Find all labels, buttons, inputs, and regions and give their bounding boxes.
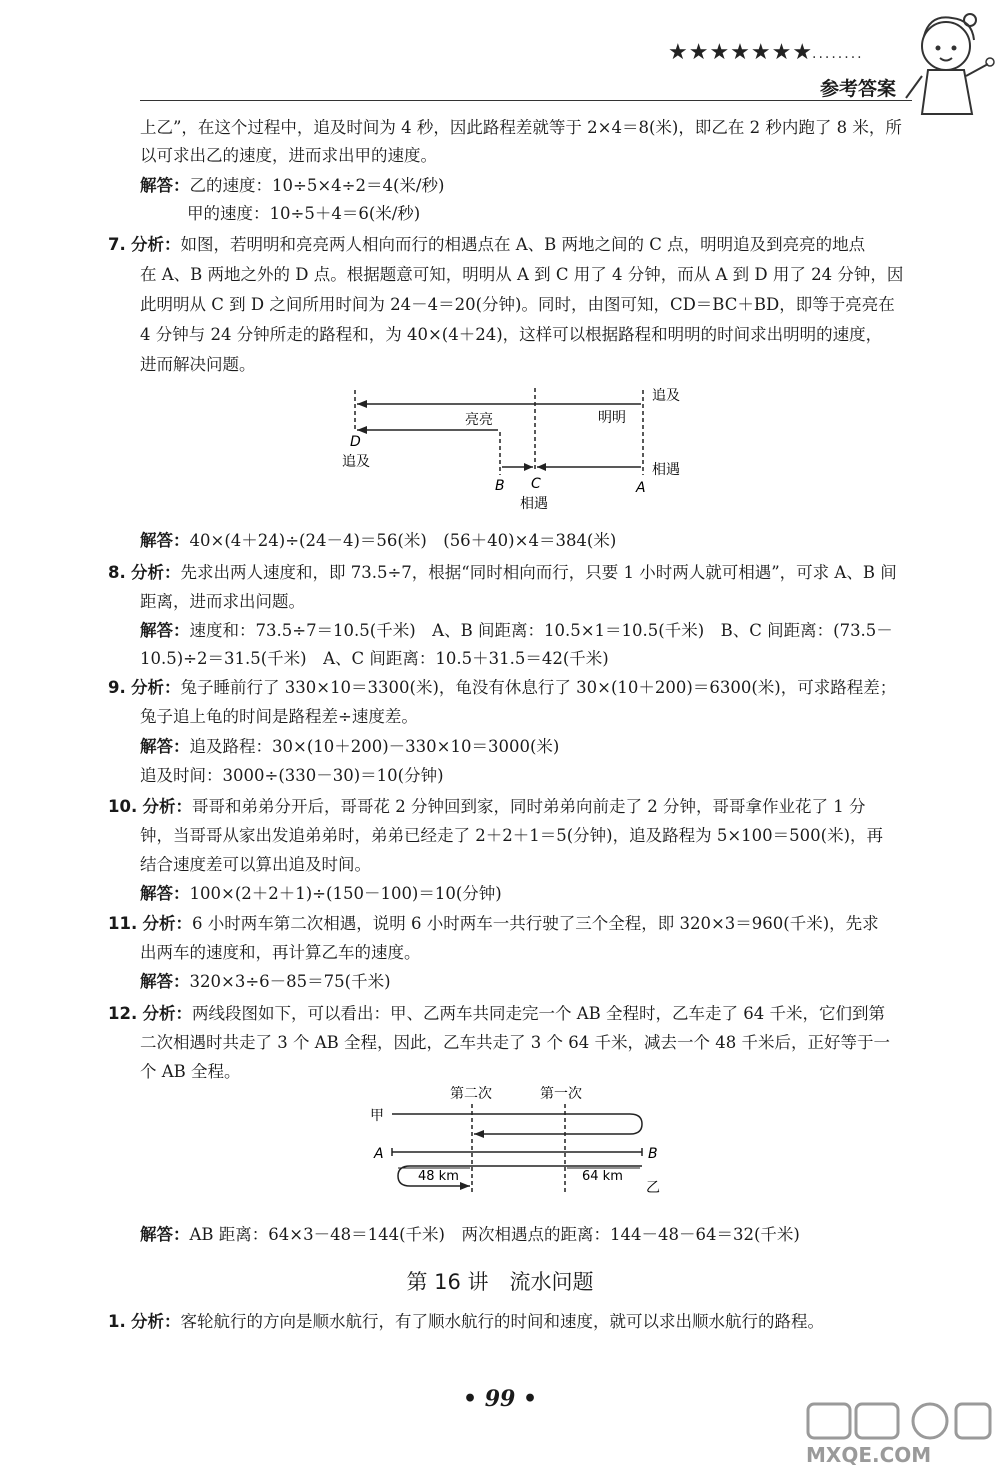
q10-analysis <box>108 796 865 818</box>
answer-label: 解答： <box>140 531 190 550</box>
q11-analysis <box>108 913 879 935</box>
q10-answer-text: 100×(2＋2＋1)÷(150－100)＝10(分钟) <box>189 884 502 903</box>
q7-answer-text: 40×(4＋24)÷(24－4)＝56(米) (56＋40)×4＝384(米) <box>189 531 617 550</box>
label-48km: 48 km <box>418 1169 459 1184</box>
label-xiangyu-bottom: 相遇 <box>520 496 548 512</box>
q11-answer <box>140 971 391 993</box>
analysis-label: 分析： <box>131 235 181 254</box>
label-first-meet: 第一次 <box>540 1086 582 1102</box>
q12-line2: 二次相遇时共走了 3 个 AB 全程，因此，乙车共走了 3 个 64 千米，减去一个 48 千米后，正好等于一 <box>140 1033 890 1052</box>
q9-line2: 兔子追上龟的时间是路程差÷速度差。 <box>140 707 418 726</box>
label-64km: 64 km <box>582 1169 623 1184</box>
header-dots: ........ <box>812 46 864 62</box>
label-jia: 甲 <box>370 1108 384 1124</box>
q7-line4: 4 分钟与 24 分钟所走的路程和，为 40×(4＋24)，这样可以根据路程和明明的时间求出明明的速度， <box>140 325 883 344</box>
q7-line1: 如图，若明明和亮亮两人相向而行的相遇点在 A、B 两地之间的 C 点，明明追及到亮亮的地点 <box>180 235 866 254</box>
q9-line1: 兔子睡前行了 330×10＝3300(米)，龟没有休息行了 30×(10＋200)＝6300(米)，可求路程差； <box>180 678 897 697</box>
header-rule <box>140 100 912 101</box>
q8-analysis <box>108 562 897 584</box>
header-title: 参考答案 <box>820 78 897 100</box>
answer-label: 解答： <box>140 176 190 195</box>
q7-line-diagram <box>330 380 700 515</box>
q10-answer <box>140 883 502 905</box>
label-second-meet: 第二次 <box>450 1086 492 1102</box>
q7-line3: 此明明从 C 到 D 之间所用时间为 24－4＝20(分钟)。同时，由图可知，CD＝BC＋BD，即等于亮亮在 <box>140 295 895 314</box>
q11-line1: 6 小时两车第二次相遇，说明 6 小时两车一共行驶了三个全程，即 320×3＝960(千米)，先求 <box>191 914 879 933</box>
analysis-label: 分析： <box>131 678 181 697</box>
mascot-girl-illustration <box>900 6 996 126</box>
question-number: 12. <box>108 1004 138 1023</box>
s1-line1: 客轮航行的方向是顺水航行，有了顺水航行的时间和速度，就可以求出顺水航行的路程。 <box>180 1312 824 1331</box>
question-number: 1. <box>108 1312 126 1331</box>
s1-analysis <box>108 1311 824 1333</box>
q6-answer-line2: 甲的速度：10÷5＋4＝6(米/秒) <box>187 204 421 223</box>
answer-label: 解答： <box>140 972 190 991</box>
q7-analysis <box>108 234 865 256</box>
q10-line1: 哥哥和弟弟分开后，哥哥花 2 分钟回到家，同时弟弟向前走了 2 分钟，哥哥拿作业花了 1 分 <box>191 797 866 816</box>
analysis-label: 分析： <box>131 563 181 582</box>
label-a: A <box>374 1146 384 1162</box>
label-liangliang: 亮亮 <box>465 412 493 428</box>
q7-line5: 进而解决问题。 <box>140 355 256 374</box>
q7-line2: 在 A、B 两地之外的 D 点。根据题意可知，明明从 A 到 C 用了 4 分钟，而从 A 到 D 用了 24 分钟，因 <box>140 265 904 284</box>
label-b: B <box>495 478 505 494</box>
section-title: 第 16 讲 流水问题 <box>406 1270 594 1294</box>
q9-analysis <box>108 677 896 699</box>
q10-line3: 结合速度差可以算出追及时间。 <box>140 855 371 874</box>
q12-answer-text: AB 距离：64×3－48＝144(千米) 两次相遇点的距离：144－48－64＝32(千米) <box>189 1225 800 1244</box>
q11-line2: 出两车的速度和，再计算乙车的速度。 <box>140 943 421 962</box>
label-mingming: 明明 <box>598 410 626 426</box>
question-number: 9. <box>108 678 126 697</box>
q8-answer-line2: 10.5)÷2＝31.5(千米) A、C 间距离：10.5＋31.5＝42(千米) <box>140 649 609 668</box>
q8-line2: 距离，进而求出问题。 <box>140 592 305 611</box>
jia-path <box>392 1114 642 1134</box>
analysis-label: 分析： <box>142 1004 192 1023</box>
watermark-logo <box>800 1400 996 1468</box>
q11-answer-text: 320×3÷6－85＝75(千米) <box>189 972 391 991</box>
question-number: 11. <box>108 914 138 933</box>
label-d: D <box>350 434 361 450</box>
q9-answer-line2: 追及时间：3000÷(330－30)＝10(分钟) <box>140 766 444 785</box>
q8-answer <box>140 620 893 642</box>
q6-answer-line1: 乙的速度：10÷5×4÷2＝4(米/秒) <box>189 176 445 195</box>
q7-answer <box>140 530 616 552</box>
q12-line3: 个 AB 全程。 <box>140 1062 241 1081</box>
answer-label: 解答： <box>140 621 190 640</box>
q12-line-diagram <box>360 1086 680 1204</box>
answer-label: 解答： <box>140 1225 190 1244</box>
q9-answer <box>140 736 559 758</box>
rating-stars: ★★★★★★★ <box>668 40 814 65</box>
q12-analysis <box>108 1003 885 1025</box>
q12-answer <box>140 1224 800 1246</box>
q9-answer-line1: 追及路程：30×(10＋200)－330×10＝3000(米) <box>189 737 560 756</box>
q10-line2: 钟，当哥哥从家出发追弟弟时，弟弟已经走了 2＋2＋1＝5(分钟)，追及路程为 5×100＝500(米)，再 <box>140 826 884 845</box>
label-xiangyu-right: 相遇 <box>652 462 680 478</box>
q6-text-line1: 上乙”，在这个过程中，追及时间为 4 秒，因此路程差就等于 2×4＝8(米)，即乙在 2 秒内跑了 8 米，所 <box>140 118 902 137</box>
label-b: B <box>648 1146 658 1162</box>
label-a: A <box>636 480 646 496</box>
q6-answer <box>140 175 444 197</box>
label-zhuiji-left: 追及 <box>342 454 370 470</box>
question-number: 7. <box>108 235 126 254</box>
page-number: • 99 • <box>462 1386 538 1412</box>
question-number: 8. <box>108 563 126 582</box>
q8-answer-line1: 速度和：73.5÷7＝10.5(千米) A、B 间距离：10.5×1＝10.5(千米) B、C 间距离：(73.5－ <box>189 621 893 640</box>
analysis-label: 分析： <box>142 914 192 933</box>
answer-label: 解答： <box>140 884 190 903</box>
label-c: C <box>531 476 541 492</box>
answer-label: 解答： <box>140 737 190 756</box>
q8-line1: 先求出两人速度和，即 73.5÷7，根据“同时相向而行，只要 1 小时两人就可相遇”，可求 A、B 间 <box>180 563 897 582</box>
watermark-text: MXQE.COM <box>806 1443 932 1467</box>
q6-text-line2: 以可求出乙的速度，进而求出甲的速度。 <box>140 146 437 165</box>
analysis-label: 分析： <box>142 797 192 816</box>
label-zhuiji-right: 追及 <box>652 388 680 404</box>
q12-line1: 两线段图如下，可以看出：甲、乙两车共同走完一个 AB 全程时，乙车走了 64 千米，它们到第 <box>191 1004 886 1023</box>
analysis-label: 分析： <box>131 1312 181 1331</box>
question-number: 10. <box>108 797 138 816</box>
label-yi: 乙 <box>646 1180 660 1196</box>
